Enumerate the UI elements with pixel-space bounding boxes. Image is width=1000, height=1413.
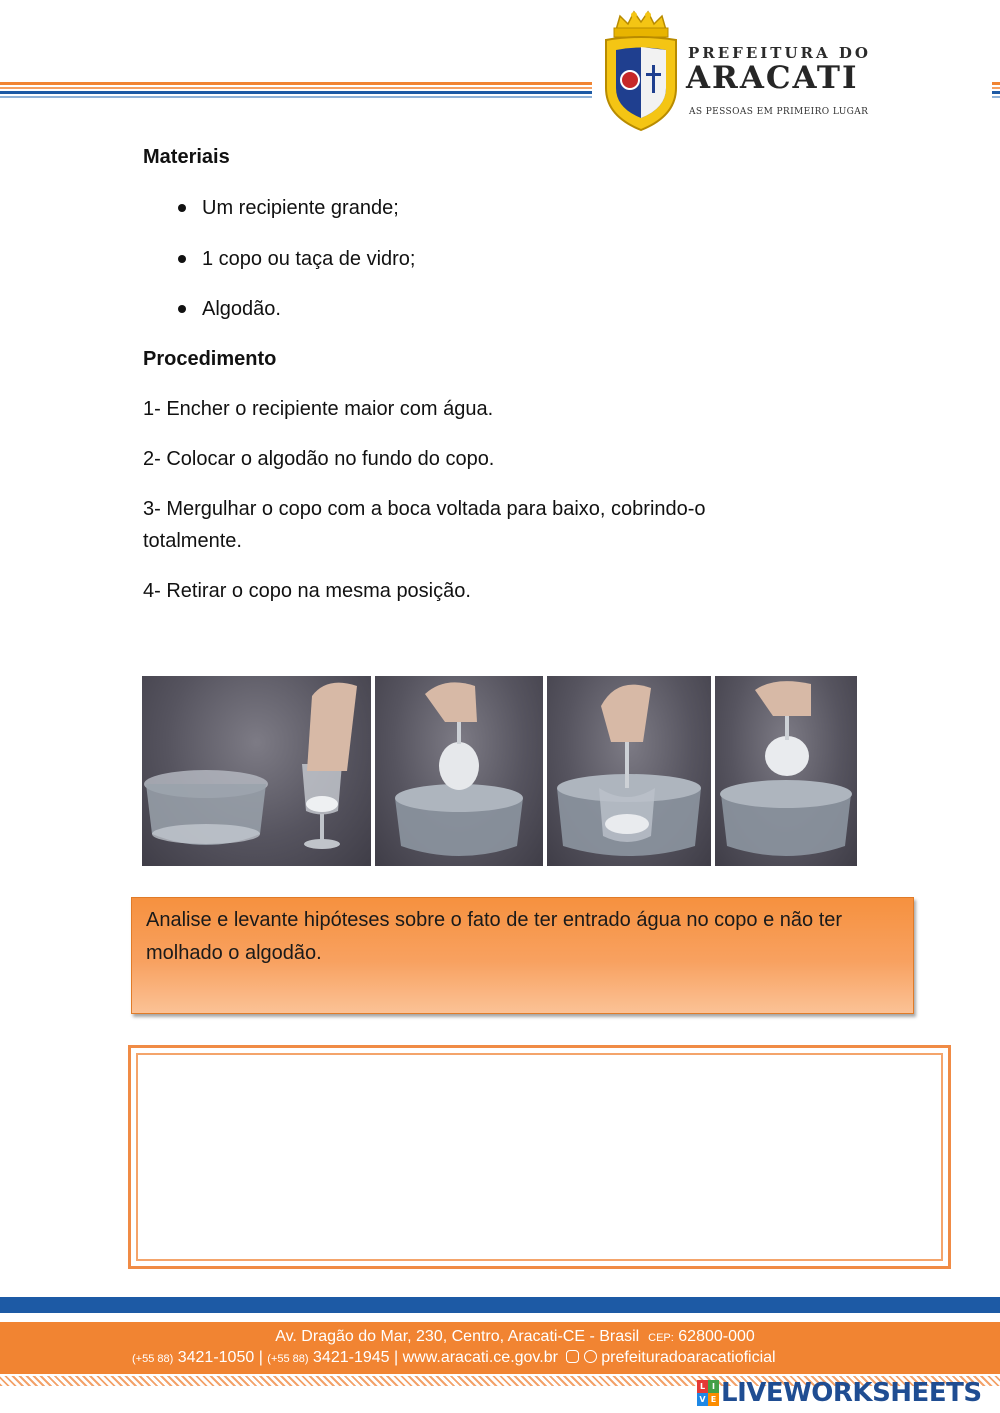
photo-step-2 [375, 676, 543, 866]
footer-cep: 62800-000 [678, 1328, 755, 1345]
procedure-step-2: 2- Colocar o algodão no fundo do copo. [143, 448, 495, 470]
photo-step-4 [715, 676, 857, 866]
prefeitura-logo [592, 8, 992, 134]
phone2-prefix: (+55 88) [267, 1353, 309, 1365]
bullet-icon [178, 305, 186, 313]
photo-step-1 [142, 676, 371, 866]
question-text: Analise e levante hipóteses sobre o fato de ter entrado água no copo e não ter molhado o algodão. [146, 909, 843, 964]
procedure-step-3-cont: totalmente. [143, 530, 242, 552]
footer-blue-band [0, 1297, 1000, 1313]
instagram-icon [566, 1350, 579, 1363]
liveworksheets-badge-icon: L I V E [697, 1380, 719, 1406]
procedure-heading: Procedimento [143, 348, 277, 370]
brand-top-text: PREFEITURA DO [688, 44, 871, 62]
facebook-icon [584, 1350, 597, 1363]
procedure-step-3: 3- Mergulhar o copo com a boca voltada para baixo, cobrindo-o [143, 498, 706, 520]
phone1-prefix: (+55 88) [132, 1353, 174, 1365]
brand-main-text: ARACATI [686, 60, 859, 96]
footer-phone-1: 3421-1050 [177, 1349, 255, 1366]
bullet-icon [178, 255, 186, 263]
experiment-photos [142, 676, 857, 866]
footer-address: Av. Dragão do Mar, 230, Centro, Aracati-CE - Brasil [275, 1328, 640, 1345]
liveworksheets-watermark [697, 1378, 982, 1408]
answer-field[interactable] [136, 1053, 943, 1261]
answer-box[interactable] [128, 1045, 951, 1269]
procedure-step-1: 1- Encher o recipiente maior com água. [143, 398, 494, 420]
brand-slogan: AS PESSOAS EM PRIMEIRO LUGAR [689, 107, 869, 117]
footer-address-line [0, 1328, 1000, 1346]
footer-phone-2: 3421-1945 [313, 1349, 390, 1366]
photo-step-3 [547, 676, 711, 866]
question-box [131, 897, 914, 1014]
footer-website[interactable]: www.aracati.ce.gov.br [402, 1349, 558, 1366]
footer-cep-label: CEP: [648, 1332, 674, 1344]
procedure-step-4: 4- Retirar o copo na mesma posição. [143, 580, 471, 602]
crest-icon [598, 10, 684, 132]
materials-heading: Materiais [143, 146, 230, 168]
liveworksheets-text: LIVEWORKSHEETS [721, 1378, 982, 1408]
bullet-icon [178, 204, 186, 212]
footer-social[interactable]: prefeituradoaracatioficial [601, 1349, 776, 1366]
footer-contact-line: (+55 88) 3421-1050 | (+55 88) 3421-1945 | www.aracati.ce.gov.br prefeituradoaracatioficial [132, 1349, 776, 1366]
